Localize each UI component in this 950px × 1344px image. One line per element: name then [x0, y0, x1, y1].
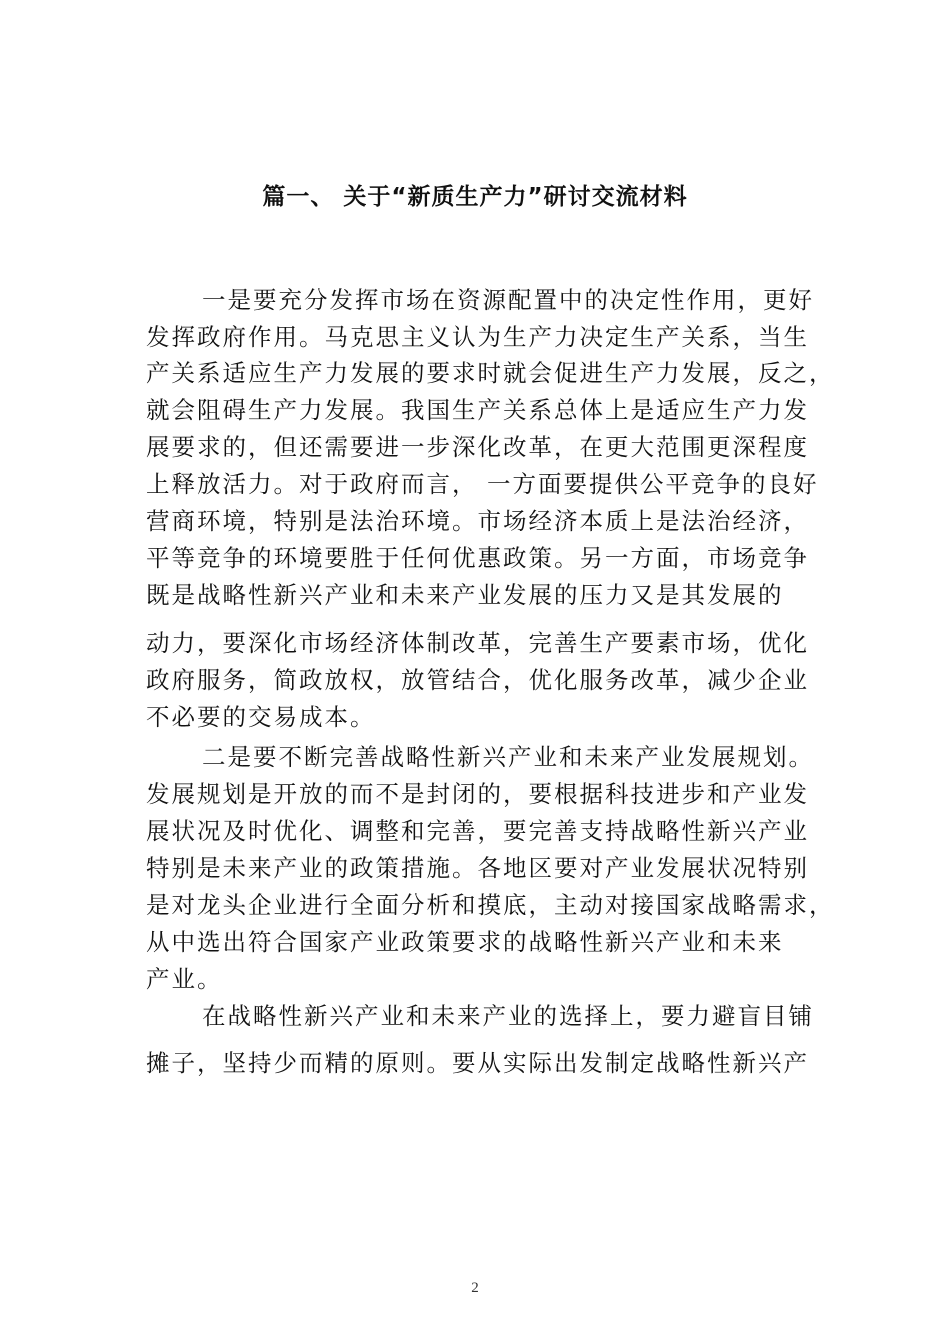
- paragraph-1-line-4: 就会阻碍生产力发展。我国生产关系总体上是适应生产力发: [146, 396, 809, 424]
- paragraph-3-line-1: 在战略性新兴产业和未来产业的选择上，要力避盲目铺: [202, 1002, 814, 1030]
- paragraph-3-line-2: 摊子，坚持少而精的原则。要从实际出发制定战略性新兴产: [146, 1049, 809, 1077]
- paragraph-1-line-8: 平等竞争的环境要胜于任何优惠政策。另一方面，市场竞争: [146, 544, 809, 572]
- paragraph-2-line-5: 是对龙头企业进行全面分析和摸底，主动对接国家战略需求，: [146, 891, 835, 919]
- paragraph-1-line-3: 产关系适应生产力发展的要求时就会促进生产力发展，反之，: [146, 359, 835, 387]
- paragraph-2-line-7: 产业。: [146, 965, 223, 993]
- paragraph-1-line-7: 营商环境，特别是法治环境。市场经济本质上是法治经济，: [146, 507, 809, 535]
- paragraph-1-line-9: 既是战略性新兴产业和未来产业发展的压力又是其发展的: [146, 581, 784, 609]
- paragraph-2-line-1: 二是要不断完善战略性新兴产业和未来产业发展规划。: [202, 743, 814, 771]
- paragraph-2-line-4: 特别是未来产业的政策措施。各地区要对产业发展状况特别: [146, 854, 809, 882]
- paragraph-2-line-6: 从中选出符合国家产业政策要求的战略性新兴产业和未来: [146, 928, 784, 956]
- paragraph-2-line-2: 发展规划是开放的而不是封闭的，要根据科技进步和产业发: [146, 780, 809, 808]
- paragraph-1-line-10: 动力，要深化市场经济体制改革，完善生产要素市场，优化: [146, 629, 809, 657]
- paragraph-1-line-2: 发挥政府作用。马克思主义认为生产力决定生产关系，当生: [146, 323, 809, 351]
- paragraph-2-line-3: 展状况及时优化、调整和完善，要完善支持战略性新兴产业: [146, 817, 809, 845]
- paragraph-1-line-6: 上释放活力。对于政府而言， 一方面要提供公平竞争的良好: [146, 470, 819, 498]
- page-number: 2: [471, 1280, 479, 1296]
- paragraph-1-line-1: 一是要充分发挥市场在资源配置中的决定性作用，更好: [202, 286, 814, 314]
- document-title: 篇一、 关于“新质生产力”研讨交流材料: [262, 184, 688, 210]
- paragraph-1-line-12: 不必要的交易成本。: [146, 703, 376, 731]
- paragraph-1-line-5: 展要求的，但还需要进一步深化改革，在更大范围更深程度: [146, 433, 809, 461]
- paragraph-1-line-11: 政府服务，简政放权，放管结合，优化服务改革，减少企业: [146, 666, 809, 694]
